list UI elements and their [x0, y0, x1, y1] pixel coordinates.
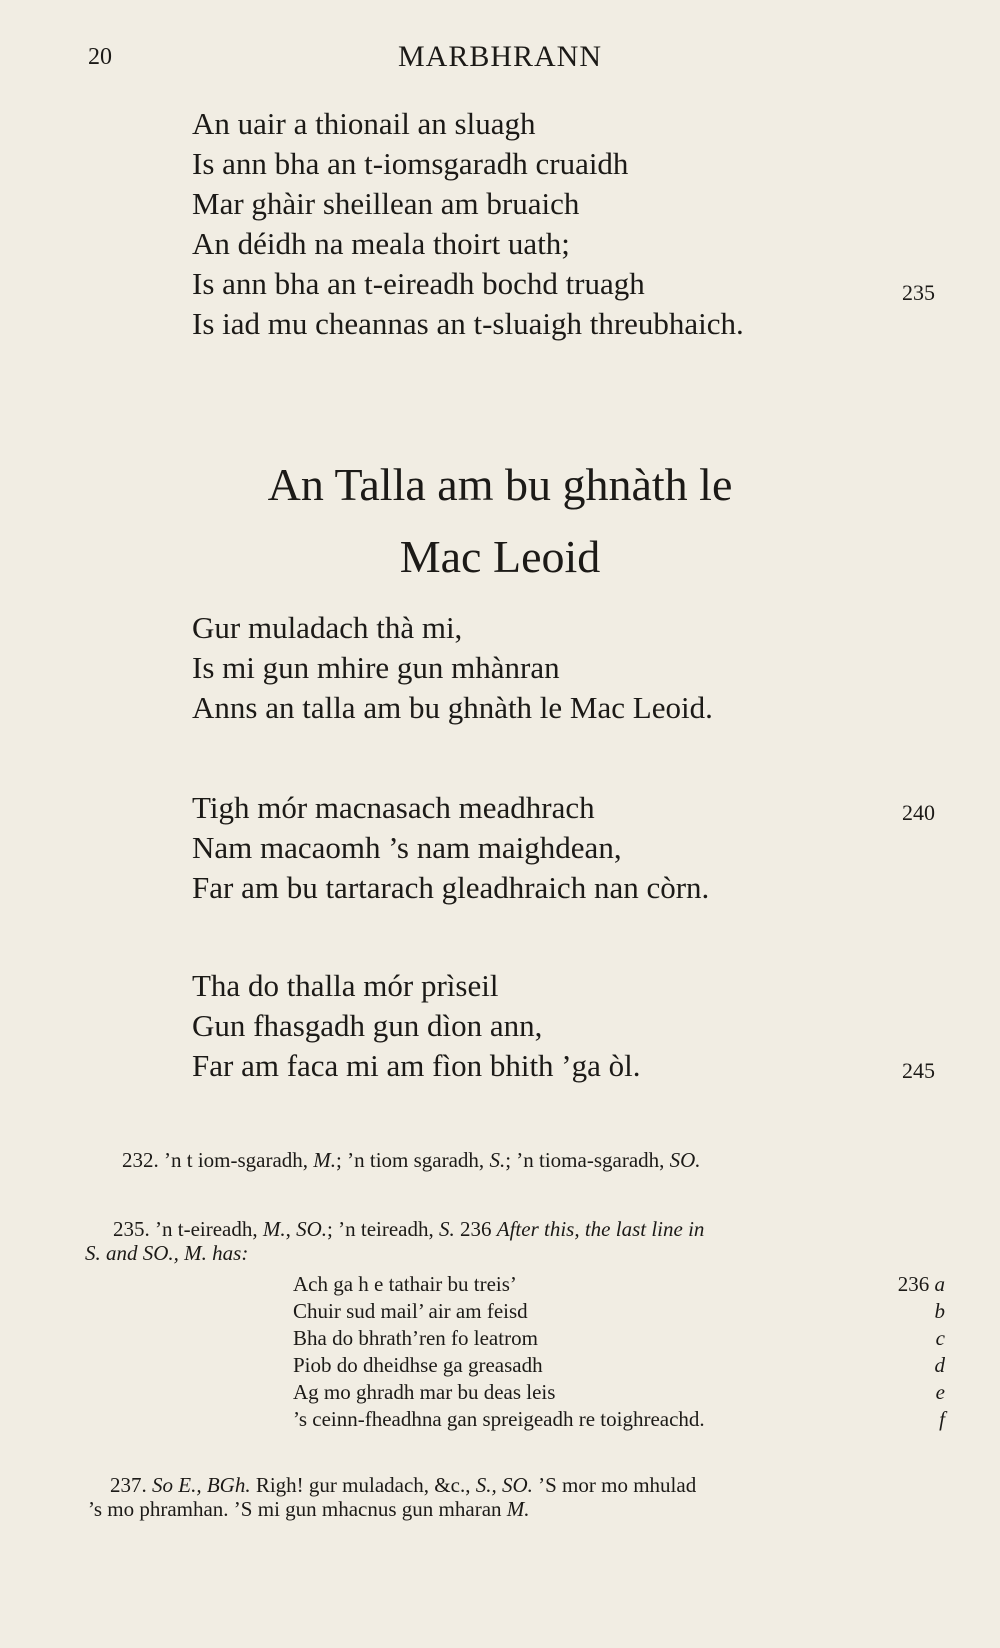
- verse-line: Nam macaomh ’s nam maighdean,: [192, 830, 622, 865]
- footnote-siglum: So E., BGh.: [152, 1473, 251, 1497]
- footnote-text: ’s mo phramhan. ’S mi gun mhacnus gun mharan: [88, 1497, 507, 1521]
- line-number: 245: [902, 1058, 935, 1083]
- verse-line: Is mi gun mhire gun mhànran: [192, 650, 560, 685]
- variant-line: Ag mo ghradh mar bu deas leis: [293, 1380, 556, 1404]
- variant-tag: [885, 1353, 945, 1378]
- verse-line: Far am bu tartarach gleadhraich nan còrn.: [192, 870, 710, 905]
- footnote-text: 232. ’n t iom-sgaradh,: [122, 1148, 314, 1172]
- variant-letter: a: [934, 1272, 945, 1296]
- variant-line: Chuir sud mail’ air am feisd: [293, 1299, 528, 1323]
- poem-title-line-2: Mac Leoid: [399, 531, 601, 582]
- footnote-siglum: S., SO.: [475, 1473, 533, 1497]
- footnote-siglum: SO.: [296, 1217, 328, 1241]
- footnote-235-cont: [85, 1241, 248, 1266]
- poem-title-line-1: An Talla am bu ghnàth le: [267, 459, 733, 510]
- verse-line: An déidh na meala thoirt uath;: [192, 226, 570, 261]
- variant-tag: [885, 1407, 945, 1432]
- variant-letter: f: [939, 1407, 945, 1431]
- verse-line: Far am faca mi am fìon bhith ’ga òl.: [192, 1048, 641, 1083]
- footnote-siglum: M.: [506, 1497, 530, 1521]
- footnote-text: 236: [454, 1217, 497, 1241]
- footnote-text: Righ! gur muladach, &c.,: [250, 1473, 476, 1497]
- variant-tag: [885, 1380, 945, 1405]
- verse-line: Is iad mu cheannas an t-sluaigh threubhaich.: [192, 306, 744, 341]
- footnote-235: [113, 1217, 704, 1242]
- footnote-siglum: M.: [262, 1217, 286, 1241]
- footnote-siglum: SO.: [669, 1148, 701, 1172]
- footnote-text: ; ’n tioma-sgaradh,: [505, 1148, 670, 1172]
- variant-line: Ach ga h e tathair bu treis’: [293, 1272, 517, 1296]
- footnote-text: 237.: [110, 1473, 152, 1497]
- footnote-siglum: S.: [489, 1148, 506, 1172]
- footnote-note: S. and SO., M. has:: [85, 1241, 249, 1265]
- variant-tag: [885, 1326, 945, 1351]
- line-number: 240: [902, 800, 935, 825]
- variant-line: Bha do bhrath’ren fo leatrom: [293, 1326, 538, 1350]
- page-number: 20: [88, 44, 112, 70]
- verse-line: Gur muladach thà mi,: [192, 610, 463, 645]
- footnote-237: [110, 1473, 696, 1498]
- footnote-237-cont: [88, 1497, 530, 1522]
- variant-letter: b: [934, 1299, 945, 1323]
- footnote-232: [122, 1148, 701, 1173]
- verse-line: Tha do thalla mór prìseil: [192, 968, 499, 1003]
- variant-letter: e: [935, 1380, 945, 1404]
- variant-letter: d: [934, 1353, 945, 1377]
- footnote-siglum: S.: [439, 1217, 455, 1241]
- variant-line: ’s ceinn-fheadhna gan spreigeadh re toighreachd.: [293, 1407, 705, 1431]
- running-head: MARBHRANN: [397, 40, 603, 73]
- footnote-text: ; ’n teireadh,: [327, 1217, 439, 1241]
- variant-tag: [885, 1299, 945, 1324]
- verse-line: Gun fhasgadh gun dìon ann,: [192, 1008, 543, 1043]
- verse-line: An uair a thionail an sluagh: [192, 106, 536, 141]
- verse-line: Is ann bha an t-eireadh bochd truagh: [192, 266, 645, 301]
- variant-number: 236: [897, 1272, 935, 1296]
- verse-line: Is ann bha an t-iomsgaradh cruaidh: [192, 146, 629, 181]
- variant-line: Piob do dheidhse ga greasadh: [293, 1353, 543, 1377]
- verse-line: Mar ghàir sheillean am bruaich: [192, 186, 580, 221]
- footnote-note: After this, the last line in: [496, 1217, 705, 1241]
- line-number: 235: [902, 280, 935, 305]
- variant-letter: c: [935, 1326, 945, 1350]
- footnote-text: 235. ’n t-eireadh,: [113, 1217, 263, 1241]
- footnote-text: ’S mor mo mhulad: [532, 1473, 697, 1497]
- footnote-text: ; ’n tiom sgaradh,: [336, 1148, 490, 1172]
- verse-line: Tigh mór macnasach meadhrach: [192, 790, 595, 825]
- variant-tag: [885, 1272, 945, 1297]
- verse-line: Anns an talla am bu ghnàth le Mac Leoid.: [192, 690, 713, 725]
- footnote-siglum: M.: [313, 1148, 337, 1172]
- footnote-text: ,: [285, 1217, 297, 1241]
